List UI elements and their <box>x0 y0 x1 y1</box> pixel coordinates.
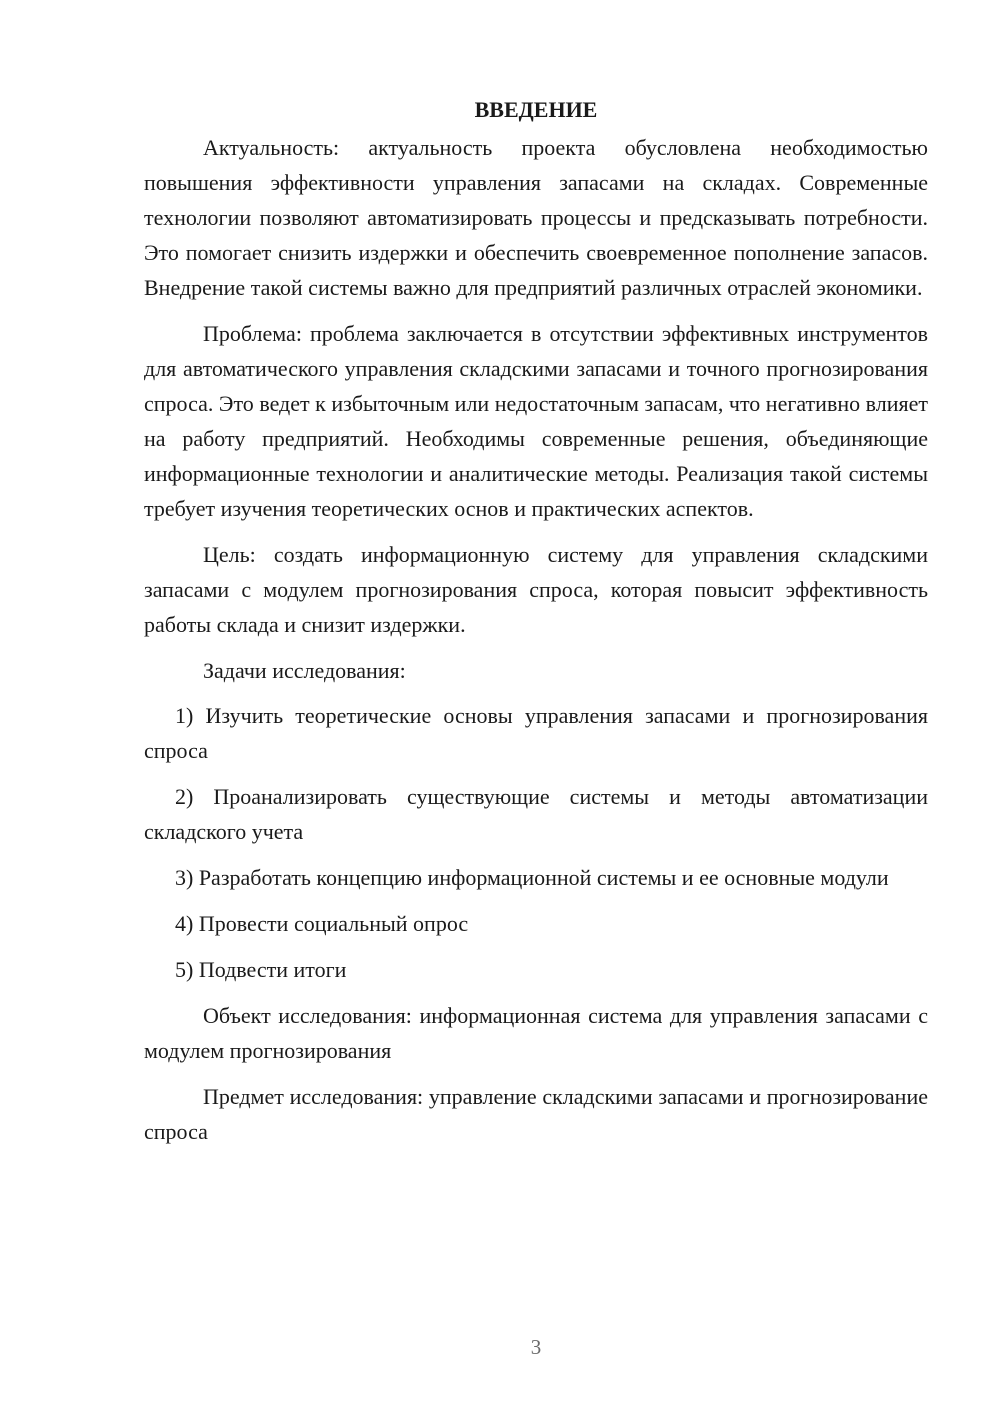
list-item: 3) Разработать концепцию информационной системы и ее основные модули <box>175 865 889 890</box>
tasks-heading: Задачи исследования: <box>203 658 406 683</box>
list-item: 1) Изучить теоретические основы управления запасами и прогнозирования спроса <box>144 703 928 763</box>
paragraph-problem: Проблема: проблема заключается в отсутствии эффективных инструментов для автоматического управления складскими запасами и точного прогнозирования спроса. Это ведет к избыточным или недостаточным запасам, что негативно влияет на работу предприятий. Необходимы современные решения, объединяющие информационные технологии и аналитические методы. Реализация такой системы требует изучения теоретических основ и практических аспектов. <box>144 321 928 521</box>
paragraph-object: Объект исследования: информационная система для управления запасами с модулем прогнозирования <box>144 1003 928 1063</box>
page-title: ВВЕДЕНИЕ <box>474 97 598 122</box>
paragraph-goal: Цель: создать информационную систему для управления складскими запасами с модулем прогнозирования спроса, которая повысит эффективность работы склада и снизит издержки. <box>144 542 928 637</box>
paragraph-relevance: Актуальность: актуальность проекта обусловлена необходимостью повышения эффективности управления запасами на складах. Современные технологии позволяют автоматизировать процессы и предсказывать потребности. Это помогает снизить издержки и обеспечить своевременное пополнение запасов. Внедрение такой системы важно для предприятий различных отраслей экономики. <box>144 135 928 300</box>
tasks-list <box>144 698 928 987</box>
page-content <box>144 92 928 1160</box>
list-item: 5) Подвести итоги <box>175 957 347 982</box>
list-item: 4) Провести социальный опрос <box>175 911 469 936</box>
paragraph-subject: Предмет исследования: управление складскими запасами и прогнозирование спроса <box>144 1084 928 1144</box>
page-number: 3 <box>530 1335 542 1359</box>
list-item: 2) Проанализировать существующие системы и методы автоматизации складского учета <box>144 784 928 844</box>
